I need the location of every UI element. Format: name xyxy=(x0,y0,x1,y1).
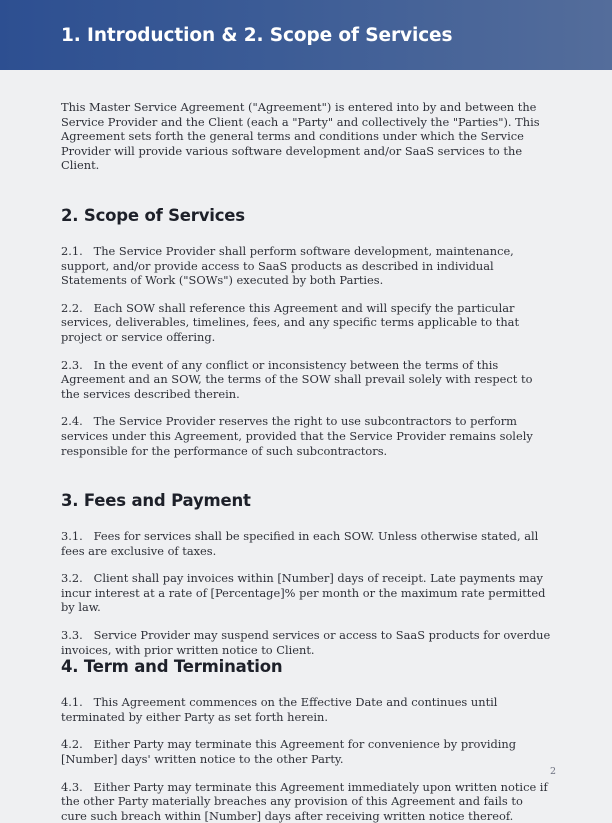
clause-2-4 xyxy=(61,414,551,458)
spacer xyxy=(61,401,551,414)
spacer xyxy=(61,511,551,529)
clause-text: Each SOW shall reference this Agreement and will specify the particular services, deliverables, timelines, fees, and any specific terms applicable to that project or service offering. xyxy=(61,300,520,344)
clause-text: Client shall pay invoices within [Number] days of receipt. Late payments may incur interest at a rate of [Percentage]% per month or the maximum rate permitted by law. xyxy=(61,571,546,615)
page-number: 2 xyxy=(549,766,556,777)
clause-text: Service Provider may suspend services or access to SaaS products for overdue invoices, with prior written notice to Client. xyxy=(61,628,551,657)
spacer xyxy=(61,677,551,695)
clause-number: 4.3. xyxy=(61,779,83,794)
clause-text: Either Party may terminate this Agreement for convenience by providing [Number] days' written notice to the other Party. xyxy=(61,737,517,767)
clause-4-1 xyxy=(61,695,551,724)
spacer xyxy=(61,558,551,571)
document-footer xyxy=(0,759,612,778)
spacer xyxy=(61,724,551,737)
clause-3-2 xyxy=(61,571,551,615)
clause-number: 3.3. xyxy=(61,628,83,643)
clause-text: Fees for services shall be specified in each SOW. Unless otherwise stated, all fees are exclusive of taxes. xyxy=(61,529,539,558)
intro-paragraph: This Master Service Agreement ("Agreement") is entered into by and between the Service Provider and the Client (each a "Party" and collectively the "Parties"). This Agreement sets forth the general terms and conditions under which the Service Provider will provide various software development and/or SaaS services to the Client. xyxy=(61,100,540,173)
spacer xyxy=(61,345,551,358)
clause-text: In the event of any conflict or inconsistency between the terms of this Agreement and an SOW, the terms of the SOW shall prevail solely with respect to the services described therein. xyxy=(61,357,533,401)
page-title: 1. Introduction & 2. Scope of Services xyxy=(61,25,453,46)
clause-number: 2.2. xyxy=(61,300,83,315)
document-content xyxy=(61,70,551,823)
clause-3-1 xyxy=(61,529,551,558)
spacer xyxy=(61,458,551,491)
clause-4-3 xyxy=(61,780,551,823)
clause-2-3 xyxy=(61,358,551,402)
spacer xyxy=(61,288,551,301)
clause-number: 2.1. xyxy=(61,243,83,258)
clause-2-2 xyxy=(61,301,551,345)
section-heading-fees-and-payment: 3. Fees and Payment xyxy=(61,491,251,511)
document-header-banner xyxy=(0,0,612,70)
spacer xyxy=(61,615,551,628)
clause-number: 2.4. xyxy=(61,414,83,429)
clause-2-1 xyxy=(61,244,551,288)
clause-text: This Agreement commences on the Effective Date and continues until terminated by either Party as set forth herein. xyxy=(61,695,498,724)
clause-text: The Service Provider shall perform software development, maintenance, support, and/or provide access to SaaS products as described in individual Statements of Work ("SOWs") executed by both Parties. xyxy=(61,243,514,288)
clause-number: 4.1. xyxy=(61,695,83,710)
clause-text: Either Party may terminate this Agreement immediately upon written notice if the other Party materially breaches any provision of this Agreement and fails to cure such breach within [Number] days after receiving written notice thereof. xyxy=(61,779,548,823)
section-heading-term-and-termination: 4. Term and Termination xyxy=(61,657,283,677)
clause-number: 2.3. xyxy=(61,357,83,372)
spacer xyxy=(61,173,551,206)
clause-3-3 xyxy=(61,628,551,657)
clause-number: 3.1. xyxy=(61,529,83,544)
spacer xyxy=(61,226,551,244)
document-body xyxy=(0,70,612,823)
clause-number: 4.2. xyxy=(61,737,83,752)
clause-text: The Service Provider reserves the right to use subcontractors to perform services under this Agreement, provided that the Service Provider remains solely responsible for the performance of such subcontractors. xyxy=(61,414,533,458)
section-heading-scope-of-services: 2. Scope of Services xyxy=(61,205,245,225)
clause-number: 3.2. xyxy=(61,571,83,586)
